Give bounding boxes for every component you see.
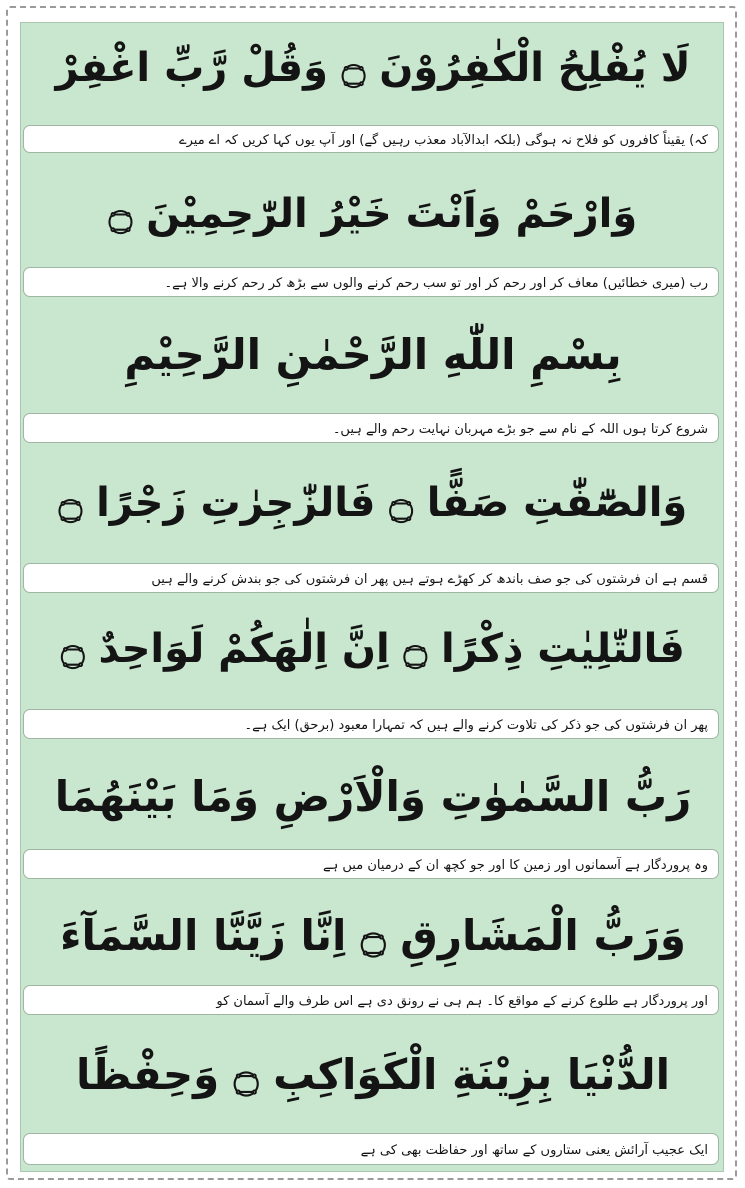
verse-translation-bismillah: شروع کرتا ہوں اللہ کے نام سے جو بڑے مہربان نہایت رحم والے ہیں۔ <box>23 413 719 443</box>
verse-arabic-3: وَالصّٰٓفّٰتِ صَفًّا ۝ فَالزّٰجِرٰتِ زَجْرًا ۝ <box>58 480 688 526</box>
verse-translation-1: کہ) یقیناً کافروں کو فلاح نہ ہوگی (بلکہ ابدالآباد معذب رہیں گے) اور آپ یوں کہا کریں کہ اے میرے <box>23 125 719 153</box>
quran-page <box>20 22 724 1172</box>
verse-translation-3: قسم ہے ان فرشتوں کی جو صف باندھ کر کھڑے ہوتے ہیں پھر ان فرشتوں کی جو بندش کرنے والے ہیں <box>23 563 719 593</box>
verse-translation-4: پھر ان فرشتوں کی جو ذکر کی تلاوت کرنے والے ہیں کہ تمہارا معبود (برحق) ایک ہے۔ <box>23 709 719 739</box>
verse-translation-2: رب (میری خطائیں) معاف کر اور رحم کر اور تو سب رحم کرنے والوں سے بڑھ کر رحم کرنے والا ہے۔ <box>23 267 719 297</box>
verse-arabic-2: وَارْحَمْ وَاَنْتَ خَيْرُ الرّٰحِمِيْنَ ۝ <box>108 191 638 237</box>
verse-translation-5: وہ پروردگار ہے آسمانوں اور زمین کا اور جو کچھ ان کے درمیان میں ہے <box>23 849 719 879</box>
verse-arabic-4: فَالتّٰلِيٰتِ ذِكْرًا ۝ اِنَّ اِلٰهَكُمْ لَوَاحِدٌ ۝ <box>61 626 685 672</box>
verse-arabic-5: رَبُّ السَّمٰوٰتِ وَالْاَرْضِ وَمَا بَيْنَهُمَا <box>54 772 692 821</box>
verse-arabic-6: وَرَبُّ الْمَشَارِقِ ۝ اِنَّا زَيَّنَّا السَّمَآءَ <box>60 911 686 960</box>
verse-translation-6: اور پروردگار ہے طلوع کرنے کے مواقع کا۔ ہم ہی نے رونق دی ہے اس طرف والے آسمان کو <box>23 985 719 1015</box>
verse-arabic-1: لَا يُفْلِحُ الْكٰفِرُوْنَ ۝ وَقُلْ رَّبِّ اغْفِرْ <box>55 45 691 91</box>
verse-translation-7: ایک عجیب آرائش یعنی ستاروں کے ساتھ اور حفاظت بھی کی ہے <box>23 1133 719 1165</box>
verse-arabic-bismillah: بِسْمِ اللّٰهِ الرَّحْمٰنِ الرَّحِيْمِ <box>124 330 622 379</box>
verse-arabic-7: الدُّنْيَا بِزِيْنَةِ الْكَوَاكِبِ ۝ وَحِفْظًا <box>76 1050 670 1099</box>
